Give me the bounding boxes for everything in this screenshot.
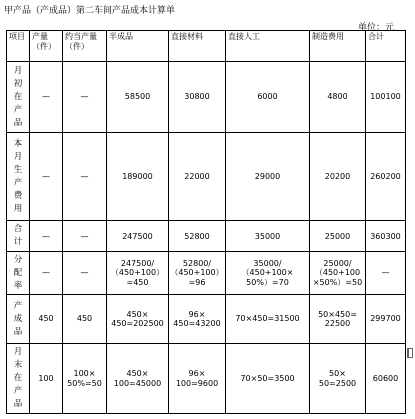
table-row	[7, 61, 406, 133]
table-cell: 189000	[107, 133, 169, 221]
table-cell: 29000	[226, 133, 310, 221]
table-cell: 52800/ （450+100） =96	[169, 252, 226, 295]
table-cell: 4800	[310, 61, 366, 133]
table-cell: 58500	[107, 61, 169, 133]
table-cell: —	[63, 61, 107, 133]
table-cell: 50×450= 22500	[310, 295, 366, 344]
table-row	[7, 295, 406, 344]
table-cell: 60600	[366, 344, 406, 414]
header-quantity: 产量（件）	[30, 31, 63, 62]
row-label: 合计	[13, 224, 23, 248]
table-cell: 70×50=3500	[226, 344, 310, 414]
table-cell: —	[30, 221, 63, 252]
table-cell: 30800	[169, 61, 226, 133]
table-row	[7, 133, 406, 221]
table-cell: 247500/ （450+100） =450	[107, 252, 169, 295]
table-title: 甲产品（产成品）第二车间产品成本计算单	[4, 6, 176, 16]
table-cell: 100× 50%=50	[63, 344, 107, 414]
header-semi-finished: 半成品	[107, 31, 169, 62]
table-cell: 25000	[310, 221, 366, 252]
table-cell: 299700	[366, 295, 406, 344]
table-row	[7, 344, 406, 414]
table-cell: —	[366, 252, 406, 295]
table-cell: 100	[30, 344, 63, 414]
table-cell: 70×450=31500	[226, 295, 310, 344]
table-cell: —	[30, 61, 63, 133]
row-label: 本月生产费用	[13, 138, 23, 214]
table-cell: 450	[63, 295, 107, 344]
row-label: 分配率	[13, 254, 23, 291]
header-direct-materials: 直接材料	[169, 31, 226, 62]
table-cell: 450× 100=45000	[107, 344, 169, 414]
table-cell: 247500	[107, 221, 169, 252]
table-cell: 360300	[366, 221, 406, 252]
row-label: 月末在产品	[13, 347, 23, 410]
table-cell: 35000/ （450+100× 50%）=70	[226, 252, 310, 295]
table-cell: 100100	[366, 61, 406, 133]
table-cell: 50× 50=2500	[310, 344, 366, 414]
table-cell: 96× 100=9600	[169, 344, 226, 414]
table-cell: 450	[30, 295, 63, 344]
table-cell: 260200	[366, 133, 406, 221]
header-equivalent-quantity: 约当产量（件）	[63, 31, 107, 62]
header-row	[7, 31, 406, 62]
table-cell: 450× 450=202500	[107, 295, 169, 344]
table-cell: 52800	[169, 221, 226, 252]
table-cell: —	[30, 252, 63, 295]
table-row	[7, 221, 406, 252]
unit-label: 单位：元	[358, 23, 395, 33]
table-cell: 35000	[226, 221, 310, 252]
table-cell: 96× 450=43200	[169, 295, 226, 344]
table-cell: —	[63, 221, 107, 252]
table-cell: 22000	[169, 133, 226, 221]
table-cell: —	[63, 252, 107, 295]
header-item: 项目	[7, 31, 30, 62]
row-label: 月初在产品	[13, 65, 23, 128]
table-cell: —	[63, 133, 107, 221]
table-cell: 25000/ （450+100 ×50%）=50	[310, 252, 366, 295]
header-direct-labor: 直接人工	[226, 31, 310, 62]
cost-calculation-table	[6, 30, 406, 414]
edge-marker	[407, 348, 413, 358]
table-cell: —	[30, 133, 63, 221]
header-manufacturing-overhead: 制造费用	[310, 31, 366, 62]
row-label: 产成品	[13, 300, 23, 337]
table-cell: 6000	[226, 61, 310, 133]
table-cell: 20200	[310, 133, 366, 221]
header-total: 合计	[366, 31, 406, 62]
table-row	[7, 252, 406, 295]
